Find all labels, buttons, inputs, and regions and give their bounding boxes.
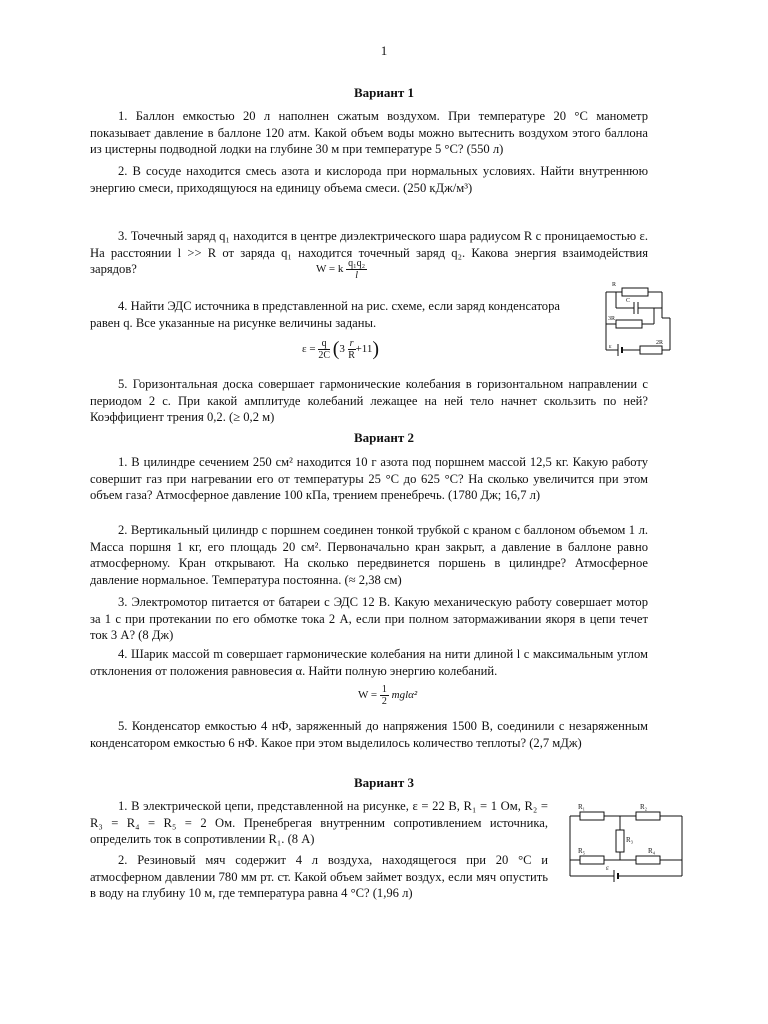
circuit2-resistor-r2 <box>636 812 660 820</box>
circuit2-label-r5: R₅ <box>578 847 586 855</box>
circuit1-label-2r: 2R <box>656 340 664 346</box>
circuit1-label-eps: ε <box>609 344 612 350</box>
circuit2-label-r4: R₄ <box>648 847 656 855</box>
v1-formula-4-inner-a: 3 <box>339 343 345 356</box>
v1-formula-4-inner-num: r <box>349 338 354 349</box>
v2-problem-2: 2. Вертикальный цилиндр с поршнем соединен тонкой трубкой с краном с баллоном объемом 1 л. Масса поршня 1 кг, его площадь 20 см². Первоначально кран закрыт, а давление в баллоне равно атмосферному. Кран открывают. На сколько передвинется поршень в цилиндре? Атмосферное давление нормальное. Температура постоянна. (≈ 2,38 см) <box>90 523 648 587</box>
v2-formula-4-fraction <box>380 684 389 707</box>
v1-formula-4-left: ε = <box>302 343 316 356</box>
v1-formula-3-num: q₁q₂ <box>348 258 366 269</box>
v3-circuit-diagram <box>566 800 686 890</box>
circuit2-label-r3: R₃ <box>626 836 634 844</box>
circuit1-resistor-3r <box>616 320 642 328</box>
v1-problem-5: 5. Горизонтальная доска совершает гармонические колебания в горизонтальном направлении с периодом 2 с. При какой амплитуде колебаний лежащее на ней тело начнет скользить по ней? Коэффициент трения 0,2. (≥ 0,2 м) <box>90 377 648 425</box>
v3-problem-2: 2. Резиновый мяч содержит 4 л воздуха, находящегося при 20 °С и атмосферном давлении 780 мм рт. ст. Какой объем займет воздух, если мяч опустить в воду на глубину 10 м, где температура равна 4 °С? (1,96 л) <box>90 853 548 901</box>
v2-formula-4-num: 1 <box>381 684 387 695</box>
circuit2-resistor-r3 <box>616 830 624 852</box>
variant2-title: Вариант 2 <box>353 430 415 445</box>
circuit2-resistor-r1 <box>580 812 604 820</box>
v2-formula-4-left: W = <box>358 689 378 702</box>
v2-formula-4 <box>358 684 417 707</box>
circuit2-resistor-r5 <box>580 856 604 864</box>
v1-problem-3: 3. Точечный заряд q₁ находится в центре диэлектрического шара радиусом R с проницаемостью ε. На расстоянии l >> R от заряда q₁ находится точечный заряд q₂. Какова энергия взаимодействия зарядов? <box>90 229 648 277</box>
circuit2-label-r1: R₁ <box>578 803 586 811</box>
v1-formula-4-paren-open: ( <box>332 338 340 361</box>
v1-formula-3-fraction <box>346 258 367 281</box>
v1-formula-3 <box>316 258 367 281</box>
v1-formula-4-paren-close: ) <box>372 338 380 361</box>
v3-problem-1: 1. В электрической цепи, представленной на рисунке, ε = 22 В, R₁ = 1 Ом, R₂ = R₃ = R₄ = R₅ = 2 Ом. Пренебрегая внутренним сопротивлением источника, определить ток в сопротивлении R₁. (8 А) <box>90 799 548 847</box>
v2-formula-4-den: 2 <box>381 696 387 707</box>
v1-circuit-diagram <box>600 278 676 358</box>
circuit1-resistor-r <box>622 288 648 296</box>
v2-problem-4: 4. Шарик массой m совершает гармонические колебания на нити длиной l с максимальным углом отклонения от положения равновесия α. Найти полную энергию колебаний. <box>90 647 648 678</box>
page-number: 1 <box>380 43 388 58</box>
v2-problem-5: 5. Конденсатор емкостью 4 нФ, заряженный до напряжения 1500 В, соединили с незаряженным конденсатором емкостью 6 нФ. Какое при этом выделилось количество теплоты? (2,7 мДж) <box>90 719 648 750</box>
v1-problem-1: 1. Баллон емкостью 20 л наполнен сжатым воздухом. При температуре 20 °С манометр показывает давление в баллоне 120 атм. Какой объем воды можно вытеснить воздухом этого баллона из цистерны подводной лодки на глубине 30 м при температуре 5 °С? (550 л) <box>90 109 648 157</box>
v2-problem-3: 3. Электромотор питается от батареи с ЭДС 12 В. Какую механическую работу совершает мотор за 1 с при протекании по его обмотке тока 2 А, если при полном затормаживании якоря в цепи течет ток 3 А? (8 Дж) <box>90 595 648 643</box>
circuit2-label-eps: ε <box>606 864 609 872</box>
v1-problem-2: 2. В сосуде находится смесь азота и кислорода при нормальных условиях. Найти внутреннюю энергию смеси, приходящуюся на единицу объема смеси. (250 кДж/м³) <box>90 164 648 195</box>
circuit2-resistor-r4 <box>636 856 660 864</box>
v1-formula-4 <box>302 338 379 361</box>
variant1-title: Вариант 1 <box>353 85 415 100</box>
variant3-title: Вариант 3 <box>353 775 415 790</box>
v1-formula-4-inner-b: +11 <box>355 343 373 356</box>
v1-formula-4-num: q <box>318 338 330 350</box>
v1-formula-4-inner-fraction <box>348 338 356 361</box>
v2-formula-4-right: mglα² <box>391 689 418 702</box>
circuit1-resistor-2r <box>640 346 662 354</box>
v1-formula-4-den: 2C <box>318 350 330 361</box>
v1-formula-3-den: l <box>355 270 359 281</box>
v1-problem-4: 4. Найти ЭДС источника в представленной на рис. схеме, если заряд конденсатора равен q. Все указанные на рисунке величины заданы. <box>90 299 560 330</box>
v2-problem-1: 1. В цилиндре сечением 250 см² находится 10 г азота под поршнем массой 12,5 кг. Какую работу совершит газ при нагревании его от температуры 25 °С до 625 °С? На сколько увеличится при этом объем газа? Атмосферное давление 100 кПа, трением пренебречь. (1780 Дж; 16,7 л) <box>90 455 648 503</box>
circuit2-label-r2: R₂ <box>640 803 648 811</box>
circuit1-label-c: C <box>626 298 631 304</box>
v1-formula-3-left: W = k <box>316 263 344 276</box>
circuit1-label-r: R <box>612 282 617 288</box>
v1-formula-4-inner-den: R <box>348 350 355 361</box>
circuit1-label-3r: 3R <box>608 316 616 322</box>
v1-formula-4-fraction <box>318 338 330 361</box>
